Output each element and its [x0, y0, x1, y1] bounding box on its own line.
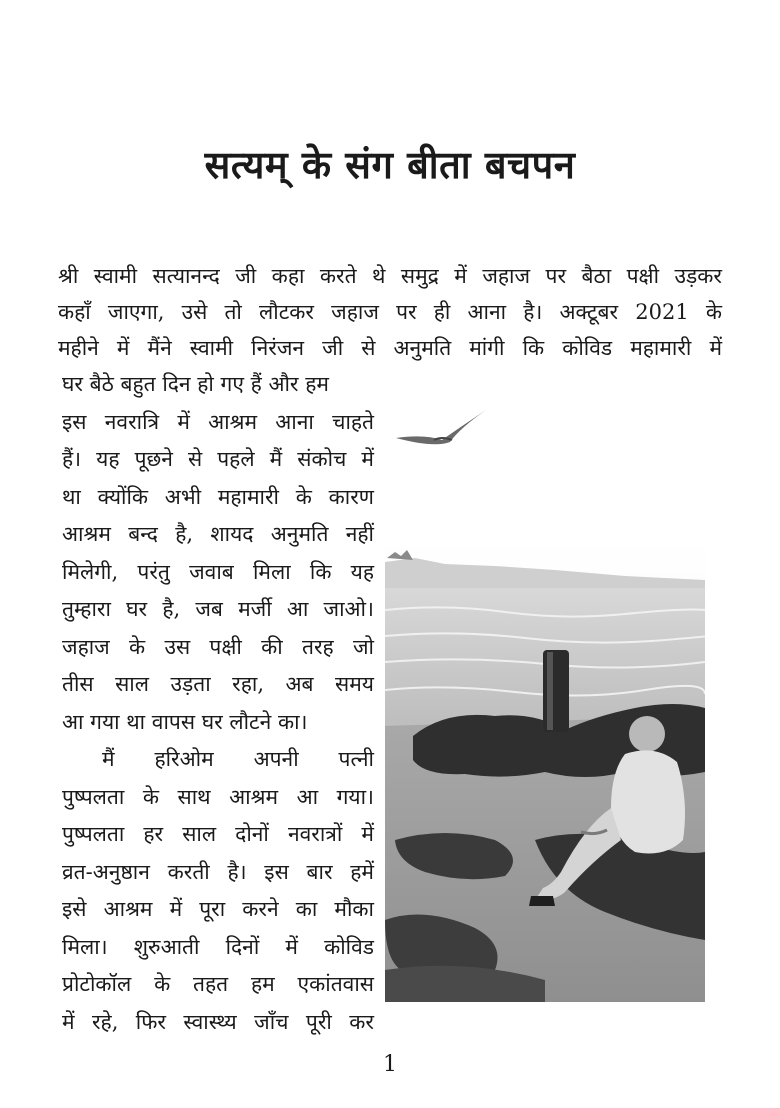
text-line: था क्योंकि अभी महामारी के कारण [62, 484, 374, 509]
text-line: श्री स्वामी सत्यानन्द जी कहा करते थे समुद्र में जहाज पर बैठा पक्षी उड़कर [58, 264, 722, 288]
bird-illustration [394, 404, 490, 450]
text-line: आश्रम बन्द है, शायद अनुमति नहीं [62, 522, 374, 546]
text-line: पुष्पलता हर साल दोनों नवरात्रों में [62, 822, 374, 846]
intro-paragraph [58, 258, 722, 366]
text-line: महीने में मैंने स्वामी निरंजन जी से अनुमति मांगी कि कोविड महामारी में [58, 336, 722, 360]
text-line: घर बैठे बहुत दिन हो गए हैं और हम [62, 372, 329, 396]
body-column [62, 366, 374, 1041]
beach-photo [385, 540, 705, 1002]
text-line: हैं। यह पूछने से पहले मैं संकोच में [62, 447, 374, 471]
text-line: जहाज के उस पक्षी की तरह जो [62, 634, 374, 659]
text-line: मिला। शुरुआती दिनों में कोविड [62, 934, 374, 959]
text-line: पुष्पलता के साथ आश्रम आ गया। [62, 784, 374, 809]
text-line: आ गया था वापस घर लौटने का। [62, 709, 308, 734]
text-line: कहाँ जाएगा, उसे तो लौटकर जहाज पर ही आना है। अक्टूबर 2021 के [58, 300, 722, 324]
page-number: 1 [383, 1052, 397, 1077]
text-line: प्रोटोकॉल के तहत हम एकांतवास [62, 972, 374, 996]
text-line: मिलेगी, परंतु जवाब मिला कि यह [62, 559, 374, 584]
text-line: इसे आश्रम में पूरा करने का मौका [62, 897, 374, 921]
text-line: में रहे, फिर स्वास्थ्य जाँच पूरी कर [62, 1009, 374, 1034]
text-line: मैं हरिओम अपनी पत्नी [102, 747, 374, 771]
text-line: तीस साल उड़ता रहा, अब समय [62, 672, 374, 696]
text-line: तुम्हारा घर है, जब मर्जी आ जाओ। [62, 597, 374, 621]
page-title: सत्यम् के संग बीता बचपन [204, 142, 576, 187]
text-line: इस नवरात्रि में आश्रम आना चाहते [62, 409, 374, 434]
text-line: व्रत-अनुष्ठान करती है। इस बार हमें [62, 859, 374, 884]
